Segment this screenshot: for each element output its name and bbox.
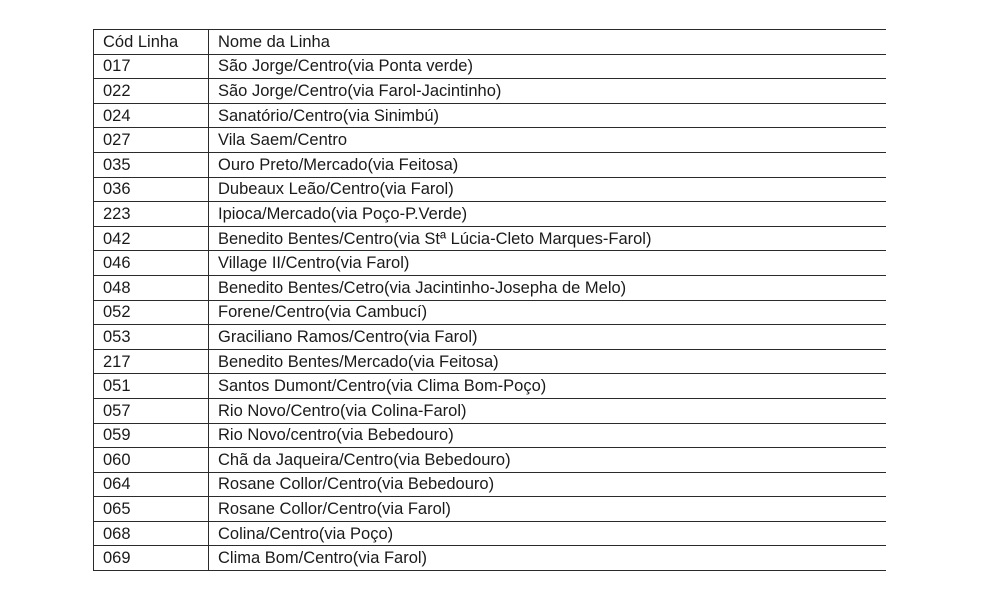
table-row	[94, 79, 887, 104]
line-code-cell: 051	[94, 374, 209, 399]
table-row	[94, 423, 887, 448]
table-row	[94, 226, 887, 251]
line-code-cell: 035	[94, 152, 209, 177]
line-code-cell: 048	[94, 275, 209, 300]
line-name-cell: Chã da Jaqueira/Centro(via Bebedouro)	[209, 448, 887, 473]
line-name-cell: Village II/Centro(via Farol)	[209, 251, 887, 276]
line-code-cell: 065	[94, 497, 209, 522]
line-name-cell: Rio Novo/centro(via Bebedouro)	[209, 423, 887, 448]
table-row	[94, 128, 887, 153]
line-name-cell: Ipioca/Mercado(via Poço-P.Verde)	[209, 202, 887, 227]
table-row	[94, 521, 887, 546]
table-row	[94, 398, 887, 423]
line-code-cell: 036	[94, 177, 209, 202]
line-name-cell: Rio Novo/Centro(via Colina-Farol)	[209, 398, 887, 423]
line-code-cell: 223	[94, 202, 209, 227]
line-name-cell: Benedito Bentes/Mercado(via Feitosa)	[209, 349, 887, 374]
table-row	[94, 275, 887, 300]
line-name-cell: Vila Saem/Centro	[209, 128, 887, 153]
line-code-cell: 053	[94, 325, 209, 350]
line-name-cell: Benedito Bentes/Cetro(via Jacintinho-Josepha de Melo)	[209, 275, 887, 300]
line-name-cell: Santos Dumont/Centro(via Clima Bom-Poço)	[209, 374, 887, 399]
table-row	[94, 251, 887, 276]
line-code-cell: 042	[94, 226, 209, 251]
table-row	[94, 497, 887, 522]
line-name-cell: Rosane Collor/Centro(via Farol)	[209, 497, 887, 522]
table-row	[94, 448, 887, 473]
line-name-cell: Sanatório/Centro(via Sinimbú)	[209, 103, 887, 128]
line-code-cell: 217	[94, 349, 209, 374]
table-row	[94, 300, 887, 325]
line-name-cell: Benedito Bentes/Centro(via Stª Lúcia-Cleto Marques-Farol)	[209, 226, 887, 251]
line-name-cell: São Jorge/Centro(via Ponta verde)	[209, 54, 887, 79]
table-header-row	[94, 30, 887, 55]
table-row	[94, 152, 887, 177]
line-code-cell: 068	[94, 521, 209, 546]
table-row	[94, 103, 887, 128]
bus-lines-table	[93, 29, 886, 571]
column-header-name: Nome da Linha	[209, 30, 887, 55]
line-code-cell: 022	[94, 79, 209, 104]
line-name-cell: Colina/Centro(via Poço)	[209, 521, 887, 546]
line-code-cell: 060	[94, 448, 209, 473]
table-row	[94, 202, 887, 227]
column-header-code: Cód Linha	[94, 30, 209, 55]
table-row	[94, 546, 887, 571]
line-name-cell: Dubeaux Leão/Centro(via Farol)	[209, 177, 887, 202]
table-row	[94, 54, 887, 79]
line-name-cell: Ouro Preto/Mercado(via Feitosa)	[209, 152, 887, 177]
table-row	[94, 472, 887, 497]
table-row	[94, 177, 887, 202]
line-code-cell: 052	[94, 300, 209, 325]
line-name-cell: Clima Bom/Centro(via Farol)	[209, 546, 887, 571]
line-code-cell: 046	[94, 251, 209, 276]
table-row	[94, 349, 887, 374]
line-name-cell: Forene/Centro(via Cambucí)	[209, 300, 887, 325]
line-code-cell: 059	[94, 423, 209, 448]
line-name-cell: Graciliano Ramos/Centro(via Farol)	[209, 325, 887, 350]
line-code-cell: 017	[94, 54, 209, 79]
line-code-cell: 057	[94, 398, 209, 423]
line-code-cell: 027	[94, 128, 209, 153]
table-body	[94, 54, 887, 570]
line-code-cell: 069	[94, 546, 209, 571]
line-code-cell: 024	[94, 103, 209, 128]
bus-lines-document	[93, 29, 886, 609]
line-name-cell: São Jorge/Centro(via Farol-Jacintinho)	[209, 79, 887, 104]
table-row	[94, 374, 887, 399]
line-code-cell: 064	[94, 472, 209, 497]
line-name-cell: Rosane Collor/Centro(via Bebedouro)	[209, 472, 887, 497]
table-row	[94, 325, 887, 350]
